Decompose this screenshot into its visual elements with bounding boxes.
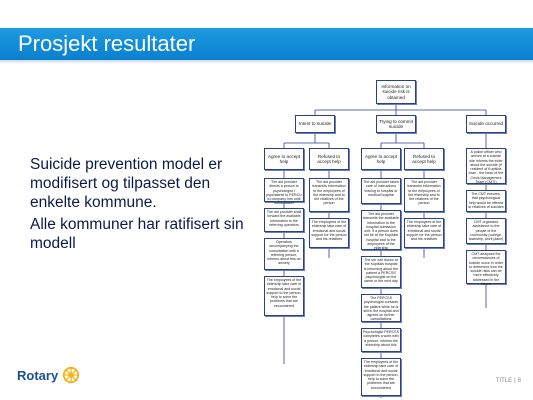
slide-footer <box>496 378 521 384</box>
flow-node-c5-3: CMT organizes assistance to the people of the community (college, township, work place) <box>466 218 506 244</box>
flow-node-trying: Trying to commit suicide <box>376 115 416 133</box>
flow-node-c5-4: CMT analyses the circumstances of suicide occur in order to determine how the suicide risks can be more effectively addressed in the future <box>466 250 506 284</box>
flow-node-c1-1: The aid provider directs a person to psychologist / psychiatrist to PERCU to company him until consultation <box>264 178 304 202</box>
flow-node-c3-4: The PERCSS psychologist contacts the patient while he is still in the hospital and agrees on further consultations <box>361 294 401 322</box>
title-shadow <box>0 60 533 64</box>
flow-node-occurred: Suicide occurred <box>466 115 506 133</box>
flow-node-c5-1: A police officer who arrives at a suicide site informs the elder about the suicide (if resident of Kupiškis town - the head of the Crisis Management Team (CMT)) <box>466 148 506 184</box>
page-number: 8 <box>517 378 521 384</box>
flow-node-c2-1: The aid provider transmits information to the employees of the eldership and to the relatives of the person <box>309 178 349 212</box>
body-paragraph-2: Alle kommuner har ratifisert sin modell <box>30 216 244 252</box>
flow-node-c3-6: The employees of the eldership take care of emotional and social support to the person, help to solve the problems that are encountered <box>361 358 401 396</box>
suicide-prevention-flowchart <box>262 78 524 400</box>
flow-node-c3-5: Psychologist PERCSS completes a work with a person, informs the eldership about this <box>361 328 401 352</box>
rotary-logo-text: Rotary <box>17 367 59 383</box>
flow-node-c5-2: The CMT ensures, that psychological help would be offered to relatives of suicides <box>466 190 506 212</box>
flow-node-c3-2: The aid provider transmits the available information to the hospital admission unit. If a person does not be at the Kupiškis hospital and to the employees of the eldership <box>361 210 401 250</box>
flow-node-c3-1: The aid provider takes care of instructions leaving to hospital or medical hospital <box>361 178 401 204</box>
flow-node-c4-1: The aid provider transmits information to the employees of the eldership and to the relatives of the person <box>404 178 444 212</box>
flow-node-agree-2: Agree to accept help <box>361 148 401 170</box>
flow-node-c2-2: The employees of the eldership take care of emotional and social support for the person and his relatives <box>309 218 349 248</box>
flow-node-refuse-1: Refused to accept help <box>309 148 349 170</box>
rotary-wheel-icon <box>62 366 80 384</box>
footer-label: TITLE <box>495 378 513 384</box>
flow-node-c1-2: The aid provider shall forward the available information to the referring operators <box>264 208 304 232</box>
slide-title: Prosjekt resultater <box>18 31 196 56</box>
flow-node-refuse-2: Refused to accept help <box>404 148 444 170</box>
flow-node-c1-3: Operators accompanying the consultation with a referring person, informs about this an anxiety <box>264 238 304 270</box>
rotary-logo <box>17 366 80 384</box>
flow-node-agree-1: Agree to accept help <box>264 148 304 170</box>
footer-separator: | <box>514 378 516 384</box>
flow-node-c3-3: The ser call doctor at the Kupiškis hospital is informing about the patient a PERCSS psychologist on the same or the next day <box>361 256 401 288</box>
body-paragraph-1: Suicide prevention model er modifisert og tilpasset den enkelte kommune. <box>30 156 223 211</box>
flow-node-c1-4: The employees of the eldership take care of emotional and social support to the person, help to solve the problems that are encountered <box>264 276 304 316</box>
flow-node-intent: Intent to suicide <box>295 115 335 133</box>
flow-node-c4-2: The employees of the eldership take care of emotional and social support for the person and his relatives <box>404 218 444 248</box>
title-bar <box>0 0 533 62</box>
flow-node-root: Information on suicide risk is obtained <box>376 80 416 104</box>
